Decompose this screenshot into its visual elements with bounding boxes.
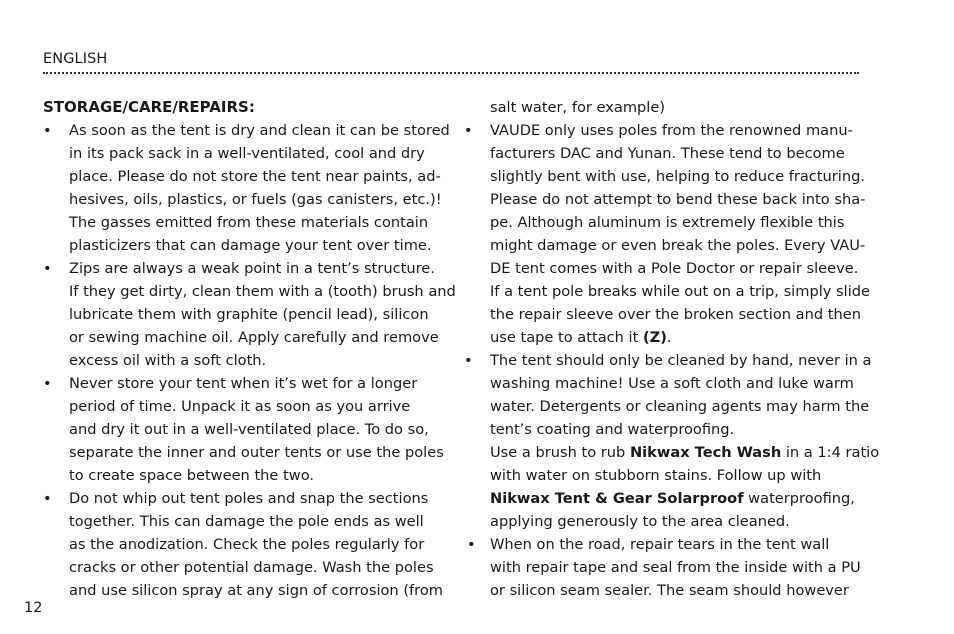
bullet-line: The gasses emitted from these materials contain bbox=[69, 214, 429, 231]
bullet-line: plasticizers that can damage your tent over time. bbox=[69, 237, 432, 254]
section-title: STORAGE/CARE/REPAIRS: bbox=[43, 98, 255, 116]
bullet-line: Do not whip out tent poles and snap the sections bbox=[69, 490, 429, 507]
bullet-line: Please do not attempt to bend these back into sha- bbox=[490, 191, 866, 208]
bullet-line: tent’s coating and waterproofing. bbox=[490, 421, 735, 438]
line-text: . bbox=[666, 329, 672, 346]
bullet-line: and dry it out in a well-ventilated place. To do so, bbox=[69, 421, 429, 438]
bullet-marker: • bbox=[464, 122, 473, 139]
bullet-line: applying generously to the area cleaned. bbox=[490, 513, 790, 530]
bullet-line: excess oil with a soft cloth. bbox=[69, 352, 267, 369]
bullet-line: as the anodization. Check the poles regularly for bbox=[69, 536, 425, 553]
bullet-line: slightly bent with use, helping to reduce fracturing. bbox=[490, 168, 865, 185]
figure-reference: (Z) bbox=[642, 329, 667, 346]
bullet-line: Zips are always a weak point in a tent’s structure. bbox=[69, 260, 435, 277]
bullet-line: If they get dirty, clean them with a (tooth) brush and bbox=[69, 283, 456, 300]
bullet-line: or sewing machine oil. Apply carefully and remove bbox=[69, 329, 439, 346]
bullet-marker: • bbox=[43, 375, 52, 392]
dotted-divider bbox=[43, 72, 859, 74]
bullet-marker: • bbox=[43, 122, 52, 139]
bullet-line: Never store your tent when it’s wet for a longer bbox=[69, 375, 418, 392]
bullet-line: When on the road, repair tears in the tent wall bbox=[490, 536, 830, 553]
bullet-cleaning bbox=[464, 349, 880, 533]
bullet-line: and use silicon spray at any sign of corrosion (from bbox=[69, 582, 443, 599]
bullet-line: If a tent pole breaks while out on a trip, simply slide bbox=[490, 283, 870, 300]
bullet-line: with repair tape and seal from the inside with a PU bbox=[490, 559, 861, 576]
left-column bbox=[43, 96, 456, 602]
bullet-line bbox=[490, 326, 864, 349]
bullet-line: DE tent comes with a Pole Doctor or repair sleeve. bbox=[490, 260, 859, 277]
bullet-line: pe. Although aluminum is extremely flexible this bbox=[490, 214, 845, 231]
bullet-wet-storage bbox=[43, 372, 443, 487]
bullet-line: to create space between the two. bbox=[69, 467, 315, 484]
right-column bbox=[464, 96, 880, 602]
product-name: Nikwax Tent & Gear Solarproof bbox=[490, 490, 744, 507]
language-header: ENGLISH bbox=[43, 51, 108, 67]
bullet-road-repair bbox=[464, 533, 864, 602]
bullet-line: cracks or other potential damage. Wash the poles bbox=[69, 559, 434, 576]
bullet-line: washing machine! Use a soft cloth and luke warm bbox=[490, 375, 854, 392]
bullet-line: The tent should only be cleaned by hand, never in a bbox=[490, 352, 872, 369]
bullet-line: or silicon seam sealer. The seam should however bbox=[490, 582, 849, 599]
bullet-marker: • bbox=[467, 536, 476, 553]
line-text: use tape to attach it bbox=[490, 329, 643, 346]
bullet-line: separate the inner and outer tents or use the poles bbox=[69, 444, 444, 461]
bullet-line bbox=[490, 441, 880, 464]
product-name: Nikwax Tech Wash bbox=[629, 444, 782, 461]
bullet-line: VAUDE only uses poles from the renowned manu- bbox=[490, 122, 853, 139]
bullet-marker: • bbox=[43, 260, 52, 277]
line-text: in a 1:4 ratio bbox=[781, 444, 880, 461]
bullet-vaude-poles bbox=[464, 119, 870, 349]
bullet-line: lubricate them with graphite (pencil lead), silicon bbox=[69, 306, 429, 323]
bullet-line: facturers DAC and Yunan. These tend to become bbox=[490, 145, 845, 162]
bullet-line: period of time. Unpack it as soon as you arrive bbox=[69, 398, 411, 415]
bullet-line bbox=[490, 487, 864, 510]
page-number: 12 bbox=[24, 600, 43, 616]
bullet-line: water. Detergents or cleaning agents may harm the bbox=[490, 398, 870, 415]
bullet-storage bbox=[43, 119, 450, 257]
line-text: waterproofing, bbox=[743, 490, 855, 507]
bullet-marker: • bbox=[43, 490, 52, 507]
bullet-line: the repair sleeve over the broken section and then bbox=[490, 306, 861, 323]
bullet-line: place. Please do not store the tent near paints, ad- bbox=[69, 168, 441, 185]
continued-line: salt water, for example) bbox=[490, 99, 666, 116]
bullet-marker: • bbox=[464, 352, 473, 369]
bullet-line: hesives, oils, plastics, or fuels (gas canisters, etc.)! bbox=[69, 191, 442, 208]
bullet-line: together. This can damage the pole ends as well bbox=[69, 513, 424, 530]
bullet-line: with water on stubborn stains. Follow up with bbox=[490, 467, 822, 484]
bullet-line: in its pack sack in a well-ventilated, cool and dry bbox=[69, 145, 425, 162]
bullet-poles-handling bbox=[43, 487, 443, 602]
bullet-line: As soon as the tent is dry and clean it can be stored bbox=[69, 122, 450, 139]
line-text: Use a brush to rub bbox=[490, 444, 630, 461]
bullet-zips bbox=[43, 257, 456, 372]
bullet-line: might damage or even break the poles. Every VAU- bbox=[490, 237, 866, 254]
